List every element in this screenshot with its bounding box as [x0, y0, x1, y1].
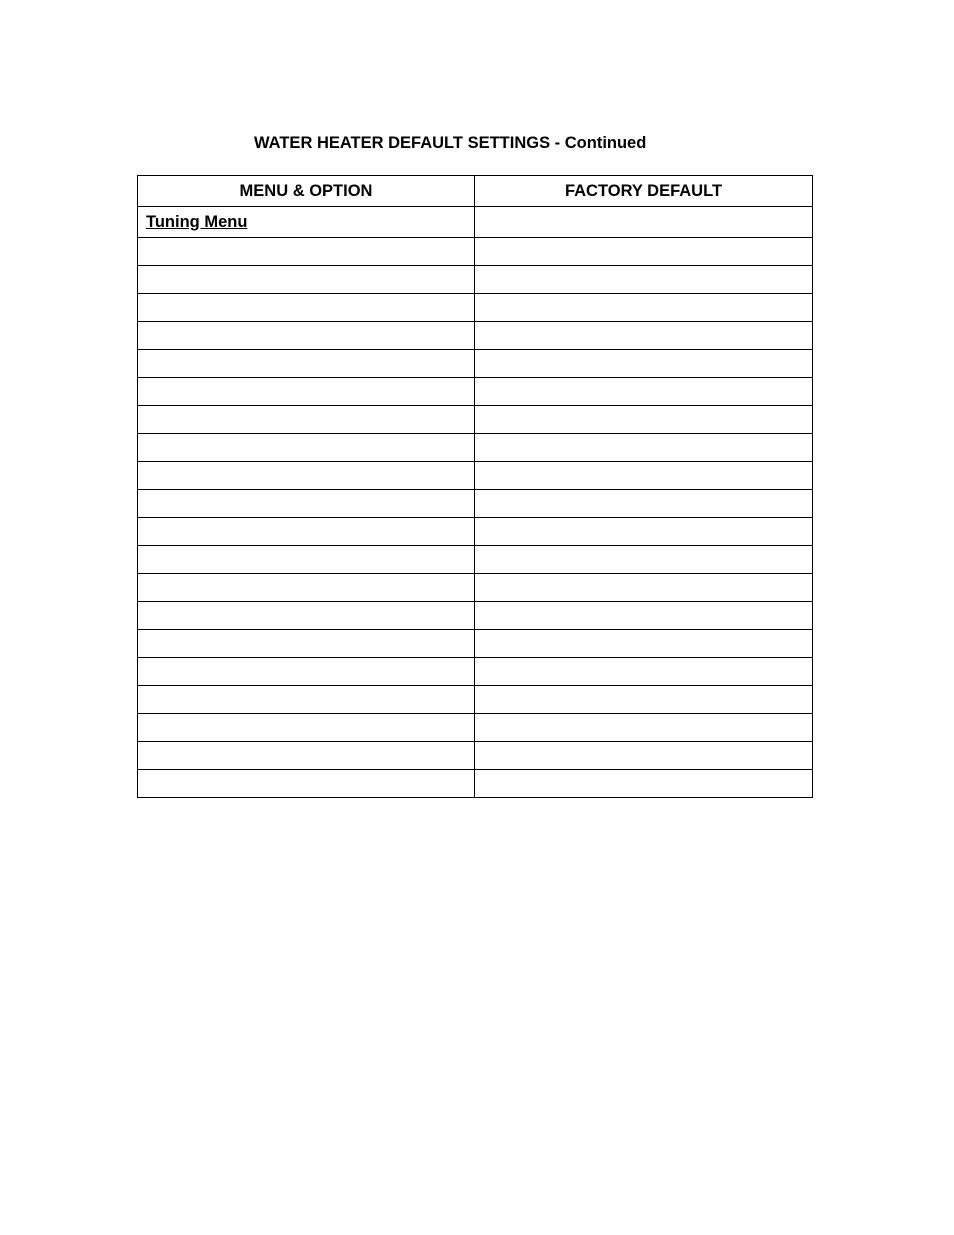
- default-cell: [475, 462, 813, 490]
- option-cell: [138, 546, 475, 574]
- option-cell: [138, 238, 475, 266]
- table-row: [138, 602, 813, 630]
- option-cell: [138, 490, 475, 518]
- option-cell: [138, 462, 475, 490]
- table-row: [138, 714, 813, 742]
- option-cell: [138, 574, 475, 602]
- default-cell: [475, 658, 813, 686]
- default-cell: [475, 686, 813, 714]
- column-header-factory-default: FACTORY DEFAULT: [475, 176, 813, 207]
- option-cell: [138, 322, 475, 350]
- option-cell: [138, 686, 475, 714]
- default-cell: [475, 546, 813, 574]
- table-row: [138, 490, 813, 518]
- section-heading-cell: [138, 207, 475, 238]
- default-cell: [475, 602, 813, 630]
- table-row: [138, 378, 813, 406]
- default-cell: [475, 238, 813, 266]
- table-row: [138, 518, 813, 546]
- option-cell: [138, 714, 475, 742]
- default-cell: [475, 490, 813, 518]
- table-row: [138, 658, 813, 686]
- defaults-table: [137, 175, 813, 798]
- option-cell: [138, 434, 475, 462]
- table-row: [138, 742, 813, 770]
- option-cell: [138, 350, 475, 378]
- table-row: [138, 294, 813, 322]
- table-row: [138, 630, 813, 658]
- default-cell: [475, 350, 813, 378]
- table-row: [138, 350, 813, 378]
- table-row: [138, 770, 813, 798]
- table-row: [138, 574, 813, 602]
- default-cell: [475, 770, 813, 798]
- default-cell: [475, 406, 813, 434]
- default-cell: [475, 434, 813, 462]
- option-cell: [138, 518, 475, 546]
- option-cell: [138, 770, 475, 798]
- page-title: WATER HEATER DEFAULT SETTINGS - Continued: [254, 134, 647, 152]
- column-header-menu-option: MENU & OPTION: [138, 176, 475, 207]
- option-cell: [138, 294, 475, 322]
- default-cell: [475, 294, 813, 322]
- default-cell: [475, 266, 813, 294]
- option-cell: [138, 742, 475, 770]
- table-row: [138, 266, 813, 294]
- default-cell: [475, 630, 813, 658]
- default-cell: [475, 742, 813, 770]
- option-cell: [138, 630, 475, 658]
- table-header-row: [138, 176, 813, 207]
- option-cell: [138, 658, 475, 686]
- default-cell: [475, 322, 813, 350]
- table-row: [138, 406, 813, 434]
- option-cell: [138, 266, 475, 294]
- option-cell: [138, 378, 475, 406]
- section-heading-tuning-menu: Tuning Menu: [146, 212, 248, 231]
- section-default-cell: [475, 207, 813, 238]
- table-row: [138, 462, 813, 490]
- default-cell: [475, 574, 813, 602]
- table-row: [138, 434, 813, 462]
- default-cell: [475, 518, 813, 546]
- table-row: [138, 686, 813, 714]
- default-cell: [475, 714, 813, 742]
- option-cell: [138, 602, 475, 630]
- table-row: [138, 546, 813, 574]
- option-cell: [138, 406, 475, 434]
- default-cell: [475, 378, 813, 406]
- table-row: [138, 238, 813, 266]
- section-row: [138, 207, 813, 238]
- table-row: [138, 322, 813, 350]
